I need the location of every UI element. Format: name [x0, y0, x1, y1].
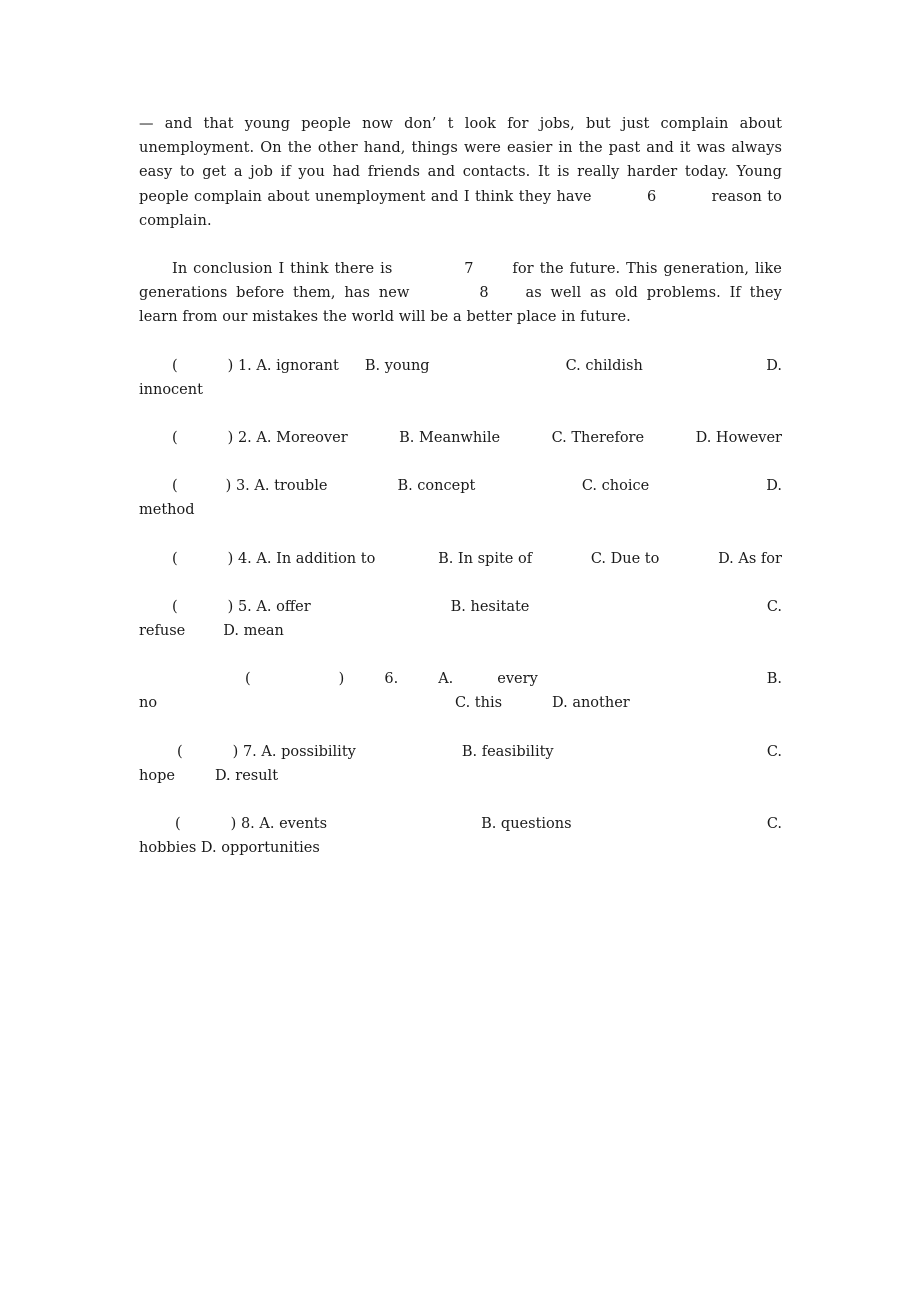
answer-paren-close: )	[225, 478, 232, 495]
passage-text: — and that young people now don’ t look for jobs, but just complain about unemployment. On the other hand, things were easier in the past and it was always easy to get a job if you had friends and contacts. It is really harder today. Young people complain about unemployment and I think they have	[139, 116, 782, 205]
answer-paren-close: )	[338, 671, 345, 688]
option-b: B. In spite of	[438, 550, 533, 567]
option-d: D. another	[552, 695, 630, 712]
answer-paren-close: )	[227, 430, 234, 447]
question-number: 5.	[237, 598, 252, 615]
answer-paren-open: (	[172, 357, 178, 374]
answer-paren-open: (	[177, 743, 183, 760]
question-list	[139, 354, 782, 861]
option-b: B. feasibility	[461, 743, 554, 760]
question-number: 4.	[237, 550, 252, 567]
passage-text: as well as old problems. If they learn from our mistakes the world will be a better place in future.	[139, 285, 782, 326]
answer-paren-close: )	[230, 816, 237, 833]
question-2	[139, 426, 782, 450]
passage-text: reason to complain.	[139, 188, 782, 229]
answer-paren-open: (	[175, 816, 181, 833]
option-d: D. However	[695, 430, 782, 447]
question-number: 1.	[237, 357, 252, 374]
passage-paragraph-1	[139, 112, 782, 233]
option-b: B. questions	[481, 816, 572, 833]
option-c-label: C.	[766, 816, 782, 833]
passage-text: for the future. This generation, like generations before them, has new	[139, 261, 782, 302]
option-a: A. In addition to	[256, 550, 376, 567]
option-c: C. choice	[581, 478, 650, 495]
answer-paren-open: (	[172, 550, 178, 567]
option-a: A. offer	[256, 598, 311, 615]
question-6	[139, 667, 782, 715]
blank-7: 7	[464, 261, 474, 278]
blank-6: 6	[646, 188, 657, 205]
option-a: A. events	[259, 816, 328, 833]
option-c: C. childish	[565, 357, 643, 374]
option-a: A. Moreover	[256, 430, 348, 447]
option-d-text: innocent	[139, 381, 203, 398]
option-c: C. Due to	[590, 550, 660, 567]
passage-paragraph-2	[139, 257, 782, 330]
option-c: C. Therefore	[551, 430, 645, 447]
answer-paren-close: )	[227, 550, 234, 567]
option-d: D. result	[214, 767, 279, 784]
question-5	[139, 595, 782, 643]
option-b: B. young	[364, 357, 430, 374]
question-7	[139, 740, 782, 788]
answer-paren-open: (	[172, 430, 178, 447]
question-number: 2.	[237, 430, 252, 447]
question-number: 8.	[240, 816, 255, 833]
blank-8: 8	[479, 285, 489, 302]
option-c-text: refuse	[139, 623, 186, 640]
option-b: B. Meanwhile	[399, 430, 501, 447]
option-a: A. possibility	[261, 743, 356, 760]
option-d-text: method	[139, 502, 195, 519]
option-a-text: every	[497, 671, 538, 688]
answer-paren-open: (	[172, 598, 178, 615]
option-a-label: A.	[438, 671, 454, 688]
option-a: A. trouble	[254, 478, 328, 495]
answer-paren-close: )	[227, 357, 234, 374]
option-c-text: hope	[139, 767, 175, 784]
question-number: 6.	[384, 671, 399, 688]
option-b: B. hesitate	[450, 598, 530, 615]
answer-paren-open: (	[172, 478, 178, 495]
option-b: B. concept	[397, 478, 476, 495]
answer-paren-open: (	[245, 671, 251, 688]
option-b-text: no	[139, 695, 158, 712]
question-number: 7.	[242, 743, 257, 760]
question-3	[139, 474, 782, 522]
option-d: D. mean	[223, 623, 284, 640]
option-c: C. this	[455, 695, 503, 712]
answer-paren-close: )	[227, 598, 234, 615]
option-a: A. ignorant	[256, 357, 339, 374]
option-d: D. As for	[718, 550, 782, 567]
option-d: D. opportunities	[200, 840, 320, 857]
passage-text: In conclusion I think there is	[172, 261, 393, 278]
option-d-label: D.	[766, 478, 782, 495]
option-c-label: C.	[766, 743, 782, 760]
option-b-label: B.	[766, 671, 782, 688]
question-4	[139, 547, 782, 571]
question-1	[139, 354, 782, 402]
option-d-label: D.	[766, 357, 783, 374]
question-8	[139, 812, 782, 860]
document-page	[139, 112, 782, 884]
option-c-label: C.	[766, 598, 782, 615]
answer-paren-close: )	[232, 743, 239, 760]
question-number: 3.	[235, 478, 250, 495]
option-c-text: hobbies	[139, 840, 197, 857]
